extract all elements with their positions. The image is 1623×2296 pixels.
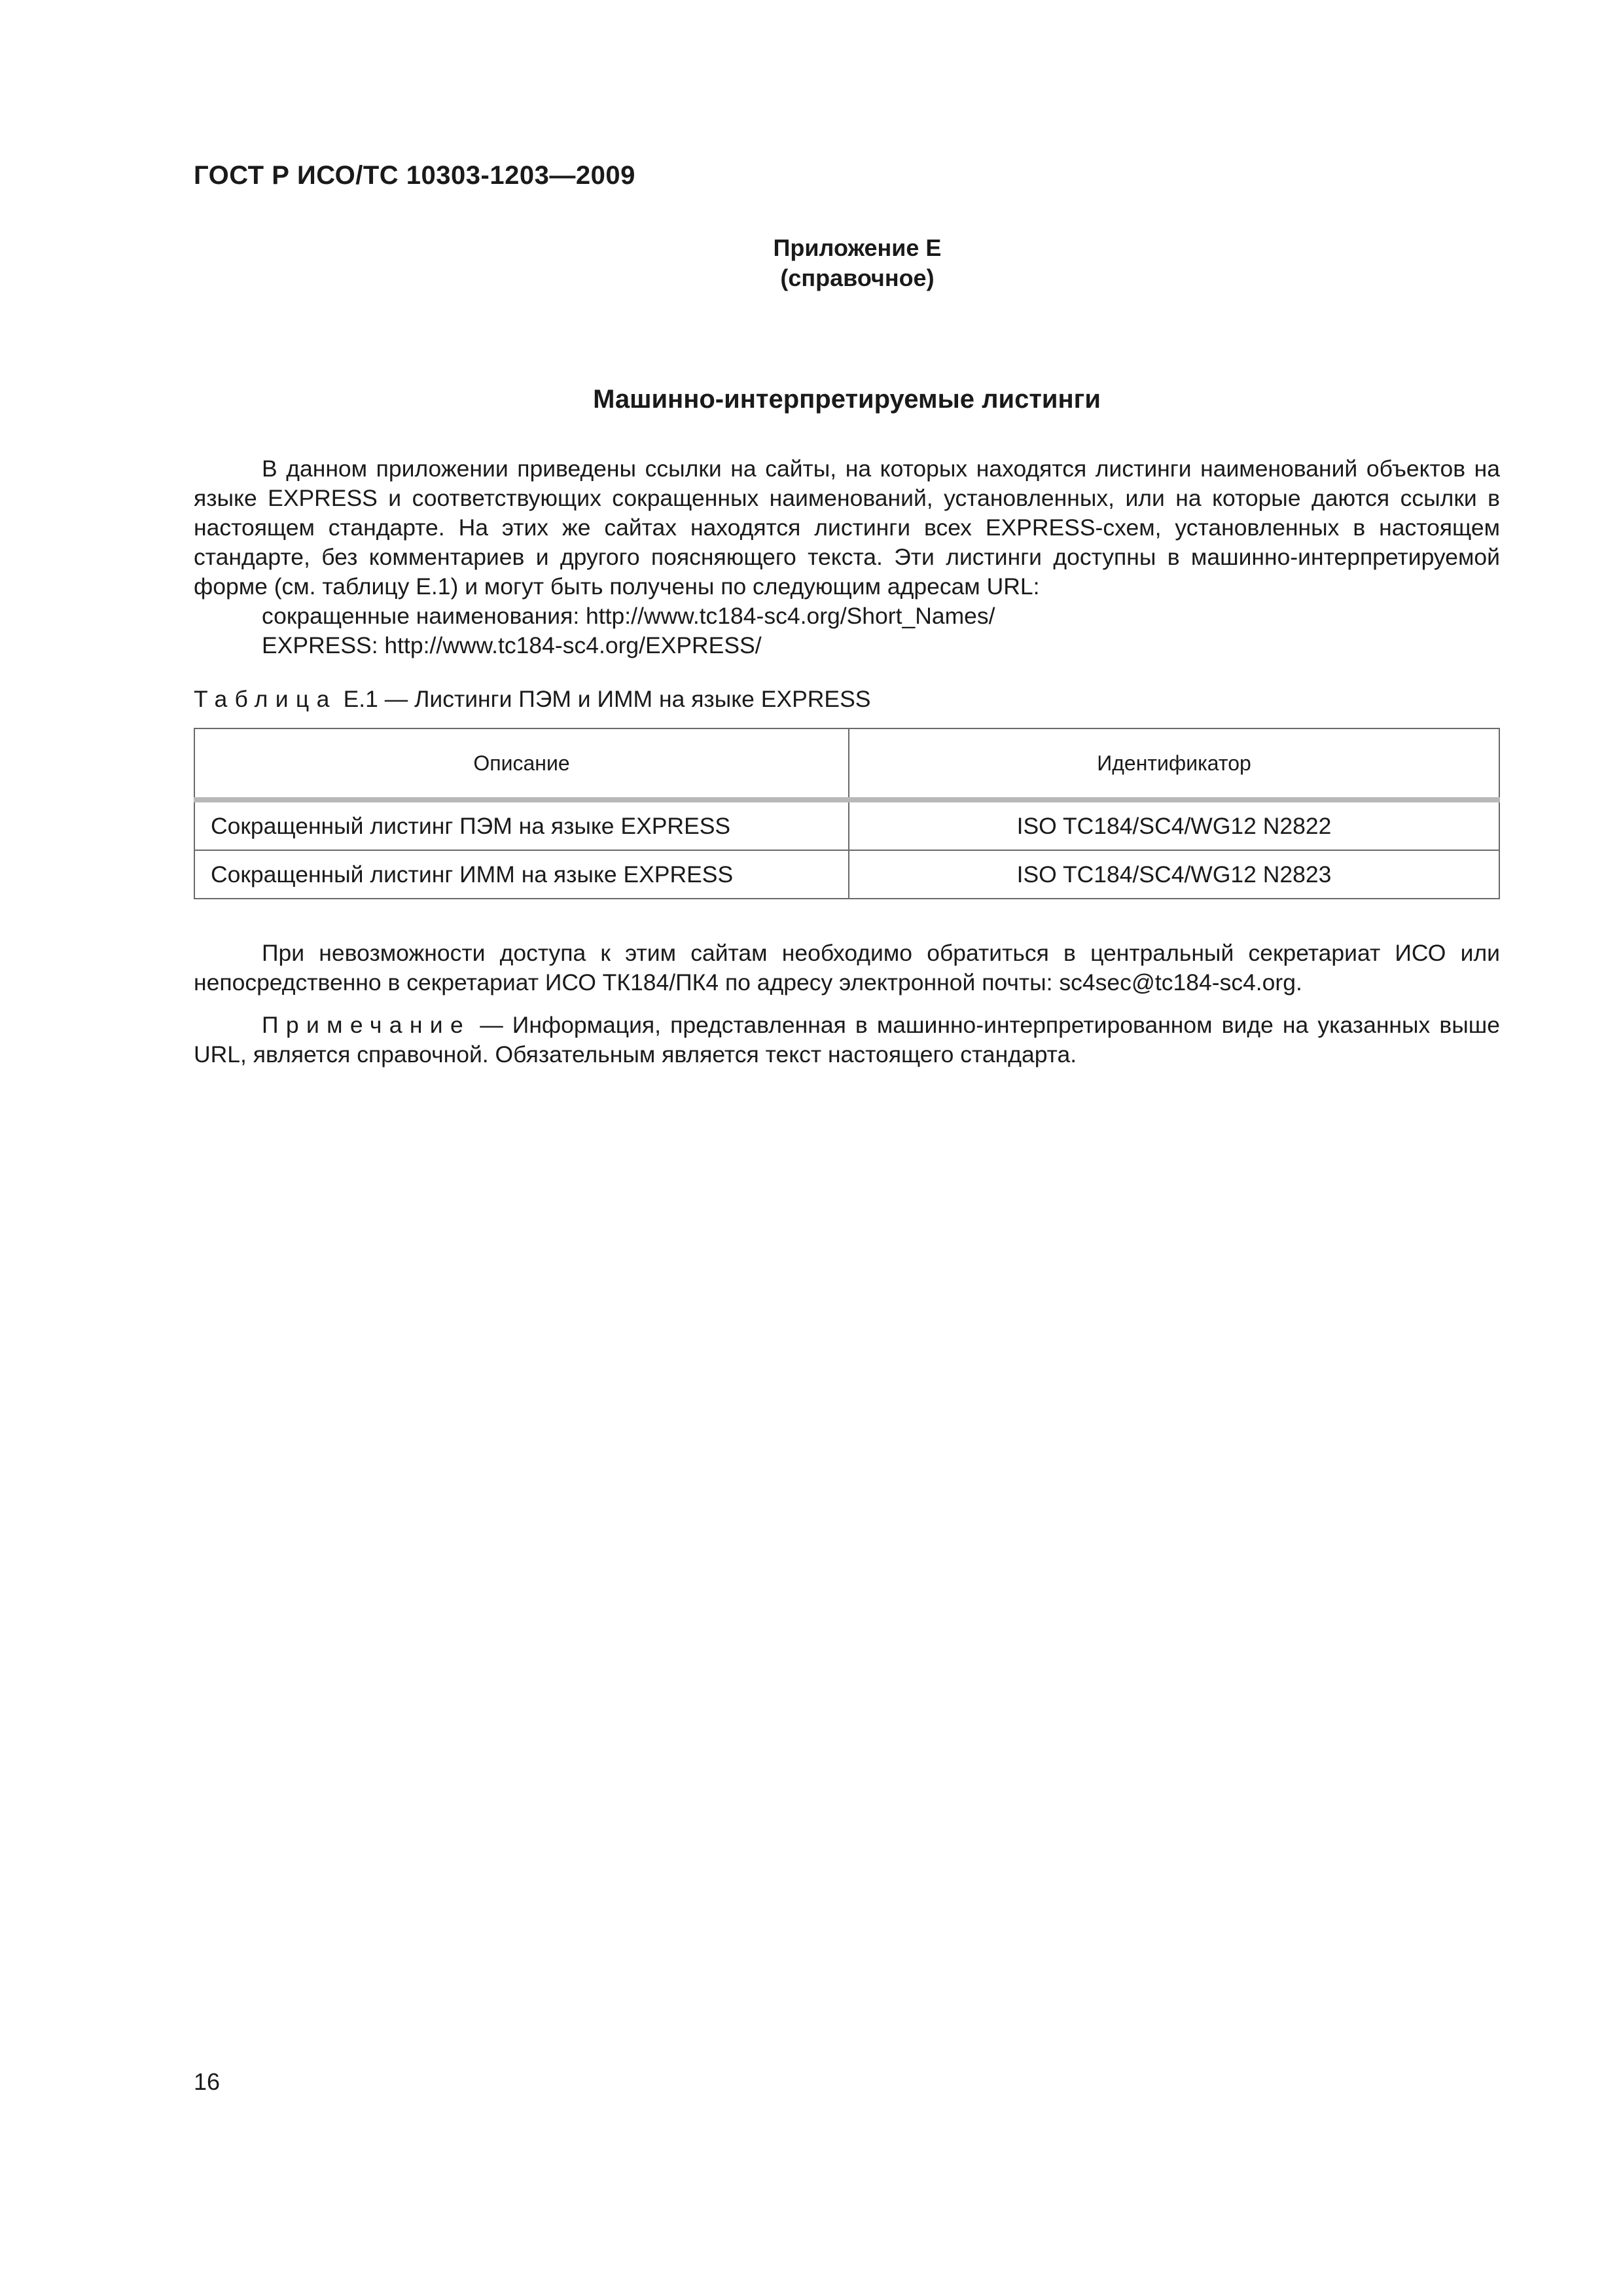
table-header-row xyxy=(194,728,1499,800)
row-description: Сокращенный листинг ИММ на языке EXPRESS xyxy=(194,850,849,899)
annex-title: Приложение Е xyxy=(773,234,942,261)
note-label: Примечание xyxy=(262,1012,471,1038)
note-paragraph xyxy=(194,1011,1500,1069)
annex-status: (справочное) xyxy=(780,264,935,291)
contact-paragraph: При невозможности доступа к этим сайтам необходимо обратиться в центральный секретариат ИСО или непосредственно в секретариат ИСО ТК184/ПК4 по адресу электронной почты: sc4sec@tc184-sc4.org. xyxy=(194,940,1500,996)
row-identifier: ISO TC184/SC4/WG12 N2822 xyxy=(849,800,1499,850)
table-caption xyxy=(194,686,870,713)
header-identifier: Идентификатор xyxy=(849,728,1499,800)
listings-table xyxy=(194,728,1500,899)
url-short-names: сокращенные наименования: http://www.tc184-sc4.org/Short_Names/ xyxy=(262,603,995,629)
contact-block xyxy=(194,939,1500,997)
document-id: ГОСТ Р ИСО/ТС 10303-1203—2009 xyxy=(194,161,635,190)
table-caption-label: Таблица xyxy=(194,686,337,712)
note-text: — Информация, представленная в машинно-интерпретированном виде на указанных выше URL, является справочной. Обязательным является текст настоящего стандарта. xyxy=(194,1012,1500,1067)
page-number: 16 xyxy=(194,2068,221,2095)
table-row xyxy=(194,850,1499,899)
note-block xyxy=(194,1011,1500,1069)
table-caption-text: Е.1 — Листинги ПЭМ и ИММ на языке EXPRESS xyxy=(336,686,871,712)
table-row xyxy=(194,800,1499,850)
row-identifier: ISO TC184/SC4/WG12 N2823 xyxy=(849,850,1499,899)
section-title: Машинно-интерпретируемые листинги xyxy=(593,385,1101,414)
intro-paragraph: В данном приложении приведены ссылки на сайты, на которых находятся листинги наименований объектов на языке EXPRESS и соответствующих сокращенных наименований, установленных, или на которые даются ссылки в настоящем стандарте. На этих же сайтах находятся листинги всех EXPRESS-схем, установленных в настоящем стандарте, без комментариев и другого поясняющего текста. Эти листинги доступны в машинно-интерпретируемой форме (см. таблицу Е.1) и могут быть получены по следующим адресам URL: xyxy=(194,456,1500,600)
header-description: Описание xyxy=(194,728,849,800)
annex-heading xyxy=(684,233,1031,293)
row-description: Сокращенный листинг ПЭМ на языке EXPRESS xyxy=(194,800,849,850)
intro-block xyxy=(194,454,1500,660)
url-express: EXPRESS: http://www.tc184-sc4.org/EXPRESS/ xyxy=(262,632,762,658)
